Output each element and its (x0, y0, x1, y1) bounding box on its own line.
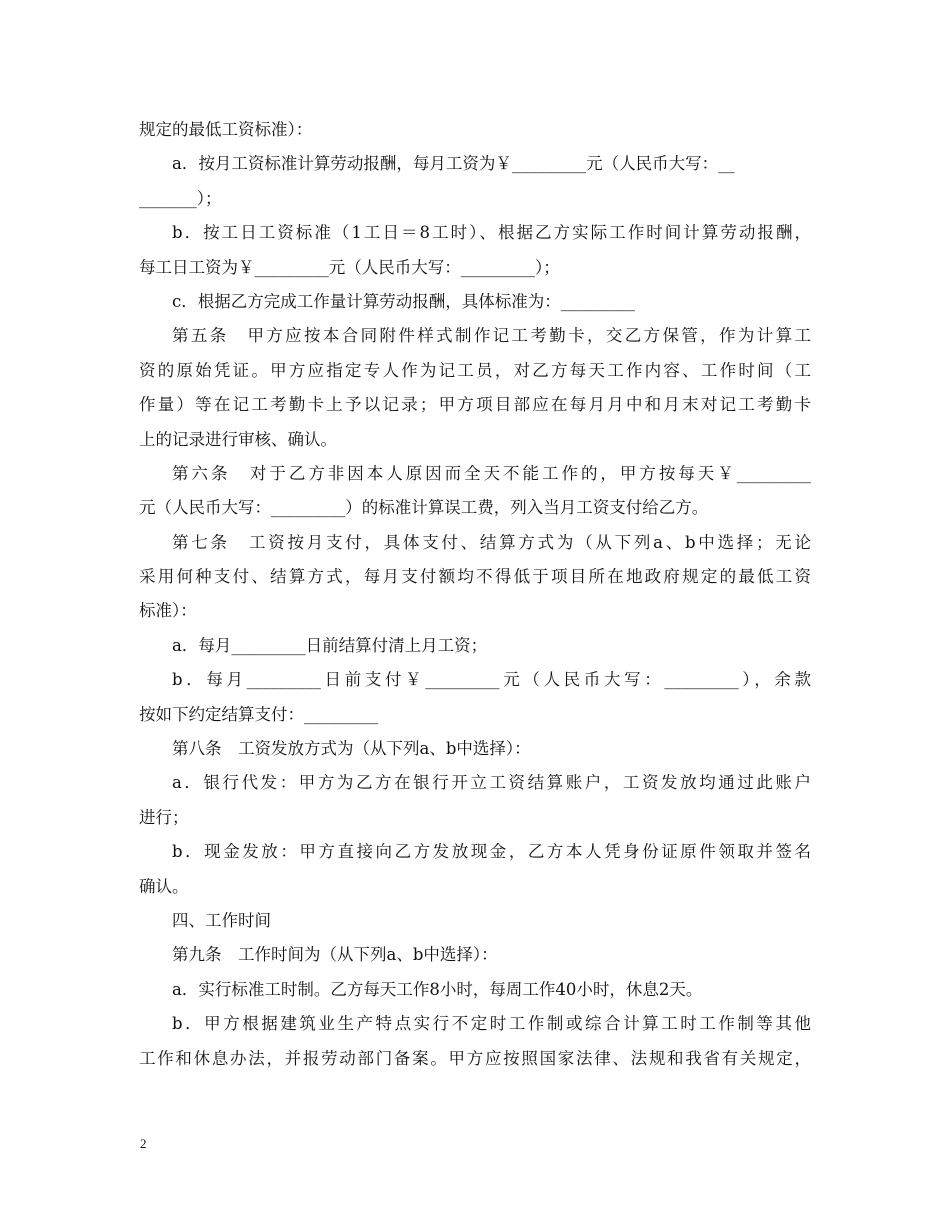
text-line: 第五条 甲方应按本合同附件样式制作记工考勤卡，交乙方保管，作为计算工 (172, 326, 811, 346)
text-line: a．每月_________日前结算付清上月工资； (172, 635, 488, 655)
text-line: 作量）等在记工考勤卡上予以记录；甲方项目部应在每月月中和月末对记工考勤卡 (139, 395, 811, 415)
section-heading: 四、工作时间 (172, 910, 271, 930)
text-line: 第八条 工资发放方式为（从下列a、b中选择）： (172, 739, 531, 759)
text-line: 按如下约定结算支付：_________ (139, 704, 379, 724)
text-line: 工作和休息办法，并报劳动部门备案。甲方应按照国家法律、法规和我省有关规定， (139, 1048, 811, 1068)
text-line: 每工日工资为￥_________元（人民币大写：_________）； (139, 257, 560, 277)
text-line: c．根据乙方完成工作量计算劳动报酬，具体标准为：_________ (172, 291, 635, 311)
text-line: 确认。 (139, 876, 189, 896)
text-line: a．实行标准工时制。乙方每天工作8小时，每周工作40小时，休息2天。 (172, 979, 703, 999)
text-line: 进行； (139, 807, 189, 827)
text-line: a．银行代发：甲方为乙方在银行开立工资结算账户，工资发放均通过此账户 (172, 773, 811, 793)
text-line: 采用何种支付、结算方式，每月支付额均不得低于项目所在地政府规定的最低工资 (139, 567, 811, 587)
text-line: b．按工日工资标准（1工日＝8工时）、根据乙方实际工作时间计算劳动报酬， (172, 223, 811, 243)
text-line: 第七条 工资按月支付，具体支付、结算方式为（从下列a、b中选择；无论 (172, 532, 811, 552)
text-line: b．甲方根据建筑业生产特点实行不定时工作制或综合计算工时工作制等其他 (172, 1014, 811, 1034)
text-line: a．按月工资标准计算劳动报酬，每月工资为￥_________元（人民币大写：__ (172, 154, 735, 174)
text-line: b．每月_________日前支付￥_________元（人民币大写：_________），余款 (172, 670, 811, 690)
text-line: 上的记录进行审核、确认。 (139, 429, 337, 449)
text-line: 资的原始凭证。甲方应指定专人作为记工员，对乙方每天工作内容、工作时间（工 (139, 360, 811, 380)
text-line: 标准）： (139, 601, 197, 621)
page-number: 2 (140, 1136, 147, 1151)
contract-body-text (139, 113, 811, 1076)
text-line: 元（人民币大写：_________）的标准计算误工费，列入当月工资支付给乙方。 (139, 498, 709, 518)
text-line: 第六条 对于乙方非因本人原因而全天不能工作的，甲方按每天￥_________ (172, 463, 811, 483)
text-line: 第九条 工作时间为（从下列a、b中选择）： (172, 945, 498, 965)
text-line: _______）； (139, 188, 222, 208)
text-line: b．现金发放：甲方直接向乙方发放现金，乙方本人凭身份证原件领取并签名 (172, 842, 811, 862)
text-line: 规定的最低工资标准）： (139, 120, 313, 139)
